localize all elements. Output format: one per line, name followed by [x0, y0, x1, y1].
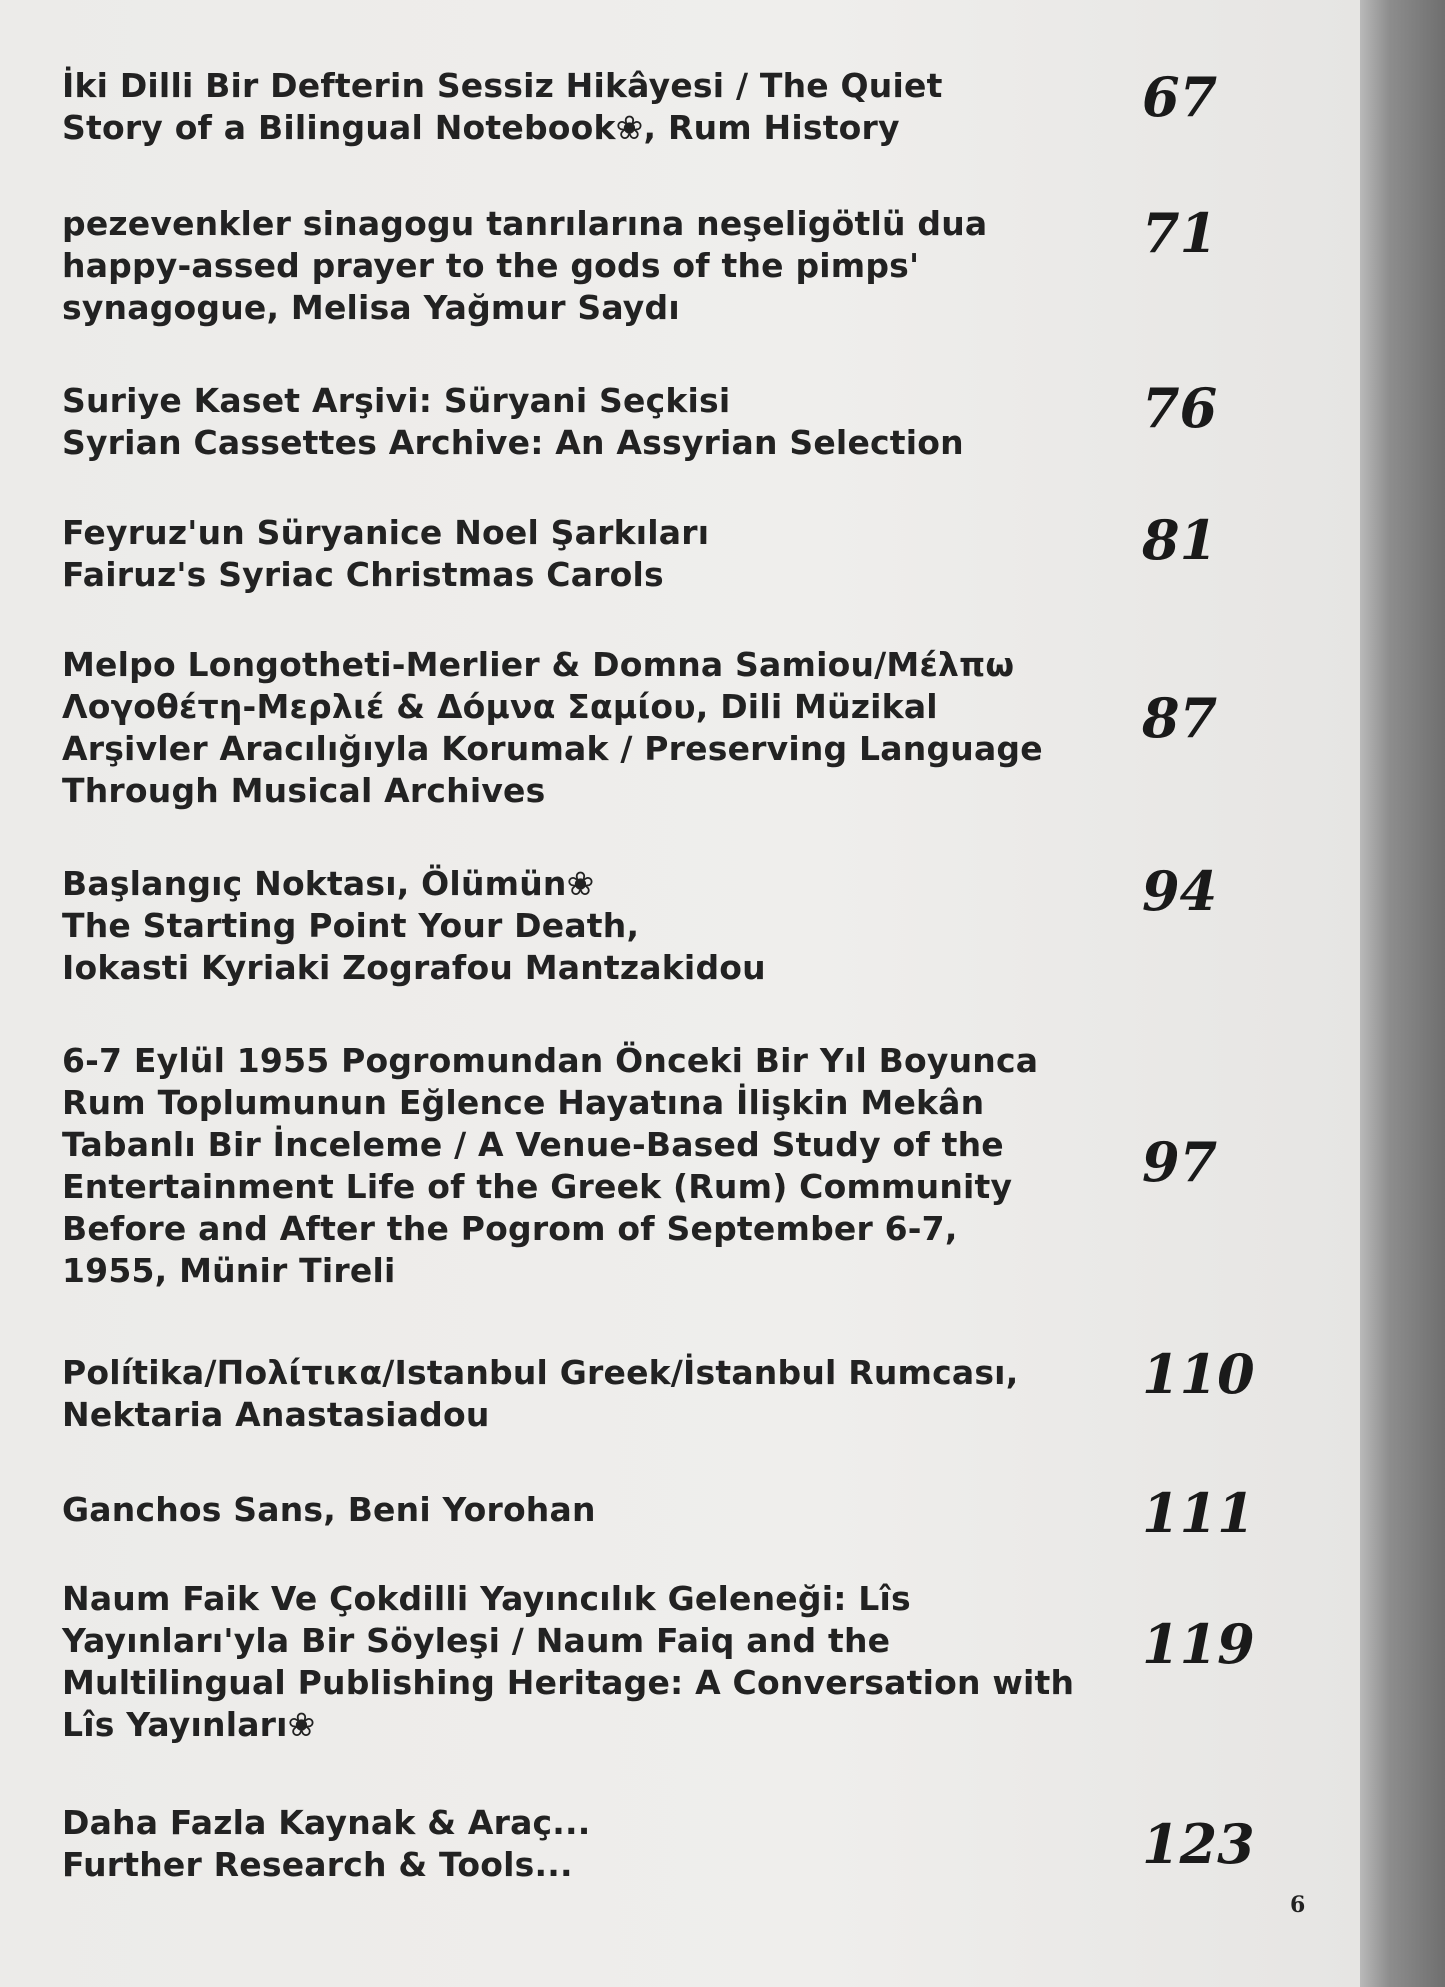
toc-entry-title: pezevenkler sinagogu tanrılarına neşeligötlü dua happy-assed prayer to the gods of the pimps' synagogue, Melisa Yağmur Saydı [62, 204, 988, 327]
toc-entry-title: Suriye Kaset Arşivi: Süryani Seçkisi Syrian Cassettes Archive: An Assyrian Selection [62, 381, 964, 462]
toc-entry-page: 71 [1142, 201, 1218, 265]
toc-entry-page: 81 [1142, 508, 1218, 572]
toc-entry-title: Melpo Longotheti-Merlier & Domna Samiou/Μέλπω Λογοθέτη-Μερλιέ & Δόμνα Σαμίου, Dili Müzikal Arşivler Aracılığıyla Korumak / Preserving Language Through Musical Archives [62, 645, 1043, 810]
toc-entry-title: 6-7 Eylül 1955 Pogromundan Önceki Bir Yıl Boyunca Rum Toplumunun Eğlence Hayatına İlişkin Mekân Tabanlı Bir İnceleme / A Venue-Based Study of the Entertainment Life of the Greek (Rum) Community Before and After the Pogrom of September 6-7, 1955, Münir Tireli [62, 1041, 1039, 1290]
toc-entry-page: 119 [1142, 1612, 1255, 1676]
toc-entry-page: 94 [1142, 859, 1218, 923]
toc-entry-title: Daha Fazla Kaynak & Araç... Further Research & Tools... [62, 1803, 591, 1884]
toc-entry-page: 67 [1142, 65, 1218, 129]
toc-entry-page: 111 [1142, 1481, 1255, 1545]
toc-entry-page: 97 [1142, 1130, 1218, 1194]
toc-entry-page: 87 [1142, 686, 1218, 750]
toc-entry-page: 110 [1142, 1342, 1255, 1406]
toc-entry-page: 76 [1142, 376, 1218, 440]
toc-entry-title: Polítika/Πολίτικα/Istanbul Greek/İstanbul Rumcası, Nektaria Anastasiadou [62, 1353, 1019, 1434]
toc-entry-title: Başlangıç Noktası, Ölümün❀ The Starting Point Your Death, Iokasti Kyriaki Zografou Mantzakidou [62, 864, 766, 987]
toc-entry-page: 123 [1142, 1812, 1255, 1876]
toc-entry-title: İki Dilli Bir Defterin Sessiz Hikâyesi / The Quiet Story of a Bilingual Notebook❀, Rum History [62, 66, 943, 147]
page-number: 6 [1290, 1892, 1306, 1918]
toc-entry-title: Naum Faik Ve Çokdilli Yayıncılık Geleneği: Lîs Yayınları'yla Bir Söyleşi / Naum Faiq and the Multilingual Publishing Heritage: A Conversation with Lîs Yayınları❀ [62, 1579, 1075, 1744]
toc-entry-title: Ganchos Sans, Beni Yorohan [62, 1490, 596, 1529]
toc-entry-title: Feyruz'un Süryanice Noel Şarkıları Fairuz's Syriac Christmas Carols [62, 513, 710, 594]
page-edge-shadow [1360, 0, 1445, 1987]
